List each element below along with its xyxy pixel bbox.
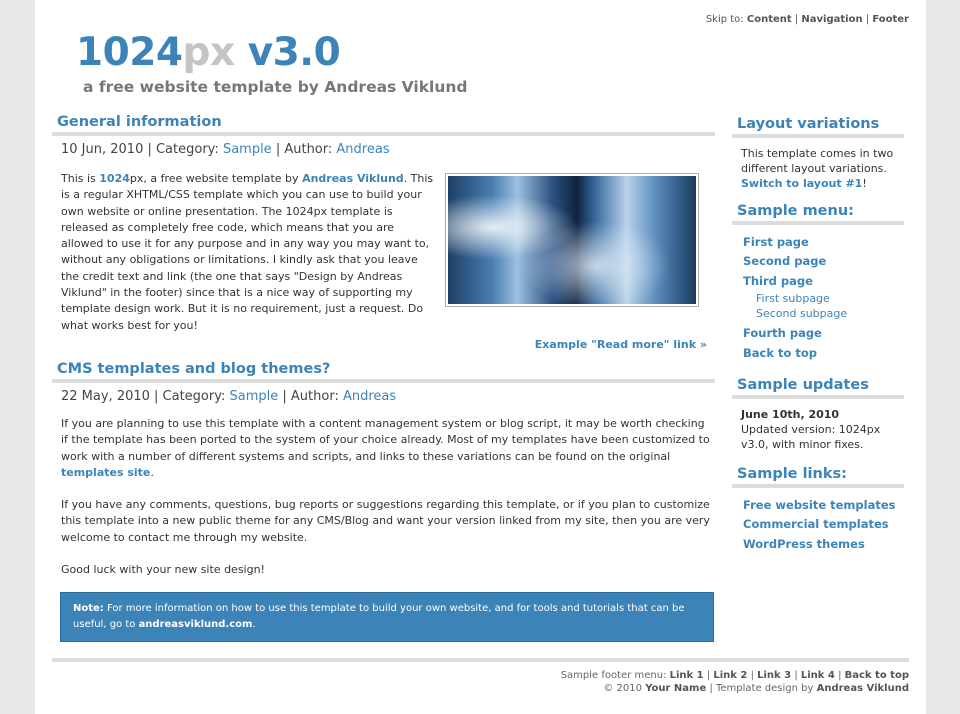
- skip-links: [706, 14, 909, 25]
- footer-credits: [52, 681, 909, 694]
- footer: [52, 658, 909, 694]
- author-label: | Author:: [282, 388, 339, 404]
- category-link[interactable]: Sample: [229, 388, 279, 404]
- templates-site-link[interactable]: templates site: [61, 465, 151, 479]
- footer-link-2[interactable]: Link 2: [713, 670, 748, 681]
- menu-item-second-subpage[interactable]: Second subpage: [756, 307, 848, 321]
- post-meta: [52, 136, 715, 157]
- body-text: If you are planning to use this template with a content management system or blog script, it may be worth checking if the template has been ported to the system of your choice already. Most of my templates have been customized to work with a number of different systems and scripts, and links to these variations can be found on the original: [61, 416, 710, 463]
- page: [35, 0, 926, 714]
- menu-item-back-to-top[interactable]: Back to top: [743, 345, 818, 360]
- link-free-templates[interactable]: Free website templates: [743, 498, 896, 513]
- update-entry: [732, 399, 904, 452]
- logo-version: v3.0: [234, 30, 341, 75]
- design-label: | Template design by: [709, 683, 814, 694]
- post-date: 10 Jun, 2010 | Category:: [61, 142, 219, 157]
- menu-item-first-page[interactable]: First page: [743, 235, 809, 249]
- update-text: Updated version: 1024px v3.0, with minor fixes.: [741, 423, 881, 452]
- author-label: | Author:: [275, 142, 333, 157]
- main-content: [52, 114, 715, 642]
- note-box: [60, 592, 714, 642]
- post-title[interactable]: CMS templates and blog themes?: [52, 361, 715, 383]
- sidebar: [732, 116, 904, 554]
- copyright: © 2010: [603, 683, 643, 694]
- designer-link[interactable]: Andreas Viklund: [816, 683, 909, 694]
- note-text: For more information on how to use this template to build your own website, and for tools and tutorials that can be useful, go to: [73, 603, 685, 631]
- skip-navigation-link[interactable]: Navigation: [801, 14, 863, 25]
- author-link[interactable]: Andreas: [342, 388, 397, 404]
- your-name-link[interactable]: Your Name: [645, 683, 707, 694]
- separator: |: [865, 14, 870, 25]
- body-text: .: [150, 465, 154, 479]
- skip-prefix: Skip to:: [705, 14, 744, 25]
- post-image: [445, 173, 699, 307]
- note-label: Note:: [73, 603, 104, 615]
- switch-layout-link[interactable]: Switch to layout #1: [741, 177, 863, 190]
- post-meta: [52, 383, 715, 404]
- site-logo[interactable]: [76, 30, 340, 75]
- post-title[interactable]: General information: [52, 114, 715, 136]
- footer-menu-label: Sample footer menu:: [560, 670, 667, 681]
- skip-footer-link[interactable]: Footer: [872, 14, 909, 25]
- sample-links: [732, 488, 904, 554]
- link-commercial-templates[interactable]: Commercial templates: [743, 517, 889, 532]
- author-link[interactable]: Andreas: [336, 142, 390, 157]
- update-date: June 10th, 2010: [741, 408, 840, 422]
- post-body: [52, 404, 715, 481]
- punct: !: [862, 177, 867, 190]
- layout-text: [732, 138, 904, 191]
- category-link[interactable]: Sample: [222, 142, 272, 157]
- sample-menu: [732, 225, 904, 363]
- andreasviklund-link[interactable]: andreasviklund.com: [138, 619, 253, 631]
- read-more-link[interactable]: Example "Read more" link »: [534, 337, 707, 351]
- skip-content-link[interactable]: Content: [746, 14, 792, 25]
- body-text: . This is a regular XHTML/CSS template which you can use to build your own website or online presentation. The 1024px template is released as completely free code, which means that you are allowed to use it for any purpose and in any way you may want to, without any obligations or limitations. I kindly ask that you leave the credit text and link (the one that says "Design by Andreas Viklund" in the footer) since that is a nice way of supporting my template design work. But it is no requirement, just a request. Do what works best for you!: [61, 172, 434, 332]
- link-wordpress-themes[interactable]: WordPress themes: [743, 536, 865, 551]
- footer-link-3[interactable]: Link 3: [757, 670, 792, 681]
- post-body: [52, 157, 715, 334]
- menu-item-fourth-page[interactable]: Fourth page: [743, 326, 822, 341]
- author-name-link[interactable]: Andreas Viklund: [302, 172, 404, 185]
- separator: |: [794, 14, 799, 25]
- footer-menu: Sample footer menu: Link 1 | Link 2 | Link 3 | Link 4 | Back to top: [560, 670, 909, 681]
- sidebar-heading: Sample menu:: [732, 203, 904, 225]
- post-paragraph: Good luck with your new site design!: [61, 563, 265, 577]
- post-date: 22 May, 2010 | Category:: [61, 388, 226, 404]
- body-text: This is: [61, 172, 100, 185]
- menu-item-first-subpage[interactable]: First subpage: [756, 292, 830, 306]
- footer-back-to-top[interactable]: Back to top: [844, 670, 909, 681]
- logo-px: px: [182, 30, 235, 75]
- sidebar-heading: Sample updates: [732, 377, 904, 399]
- post-paragraph: If you have any comments, questions, bug reports or suggestions regarding this template, or if you plan to customize this template into a new public theme for any CMS/Blog and want your version linked from my site, then you are very welcome to contact me through my website.: [61, 498, 710, 544]
- footer-link-1[interactable]: Link 1: [669, 670, 704, 681]
- 1024-link[interactable]: 1024: [99, 172, 130, 185]
- footer-link-4[interactable]: Link 4: [800, 670, 835, 681]
- menu-item-second-page[interactable]: Second page: [743, 254, 827, 269]
- note-text: .: [252, 619, 256, 631]
- body-text: px, a free website template by: [129, 172, 303, 185]
- site-slogan: a free website template by Andreas Viklund: [83, 78, 468, 96]
- sidebar-heading: Layout variations: [732, 116, 904, 138]
- glass-photo: [448, 176, 696, 304]
- logo-main: 1024: [76, 30, 183, 75]
- menu-item-third-page[interactable]: Third page: [743, 273, 813, 288]
- layout-desc: This template comes in two different layout variations.: [741, 147, 894, 175]
- sidebar-heading: Sample links:: [732, 466, 904, 488]
